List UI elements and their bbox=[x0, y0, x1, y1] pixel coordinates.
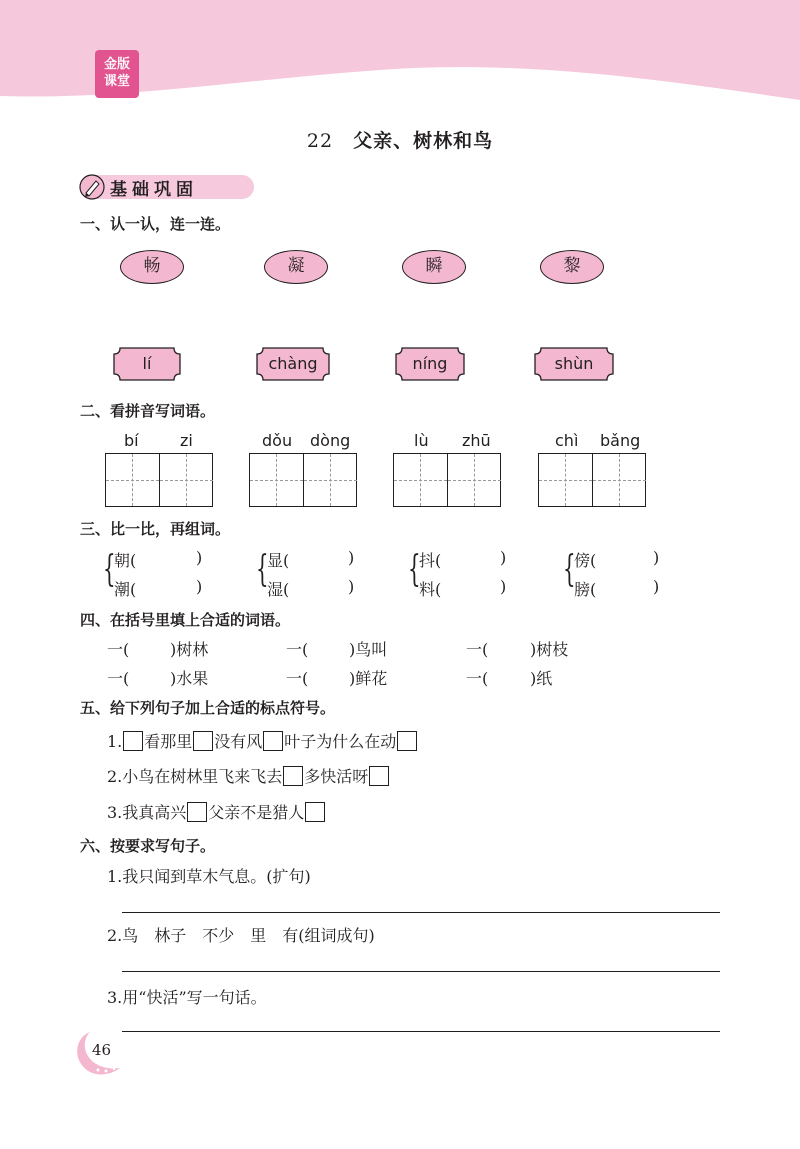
punctuation-box[interactable] bbox=[193, 731, 213, 751]
grid-cell[interactable] bbox=[250, 454, 304, 506]
sentence-3: 3.我真高兴 父亲不是猎人 bbox=[107, 800, 326, 824]
measure-word-noun: )鸟叫 bbox=[349, 640, 388, 659]
section-label: 基础巩固 bbox=[110, 180, 198, 200]
close-paren: ) bbox=[196, 548, 203, 567]
measure-word-blank[interactable]: 一( bbox=[286, 669, 309, 688]
punctuation-box[interactable] bbox=[263, 731, 283, 751]
character-oval[interactable]: 畅 bbox=[120, 250, 184, 284]
pinyin-text: lí bbox=[142, 354, 152, 373]
close-paren: ) bbox=[500, 577, 507, 596]
grid-cell[interactable] bbox=[593, 454, 646, 506]
writing-grid[interactable] bbox=[393, 453, 501, 507]
q5-heading: 五、给下列句子加上合适的标点符号。 bbox=[80, 699, 336, 717]
brace-symbol: { bbox=[563, 549, 576, 590]
writing-grid[interactable] bbox=[538, 453, 646, 507]
pinyin-tag[interactable] bbox=[256, 347, 330, 381]
grid-cell[interactable] bbox=[304, 454, 357, 506]
writing-prompt: 1.我只闻到草木气息。(扩句) bbox=[107, 867, 311, 886]
q1-heading: 一、认一认，连一连。 bbox=[80, 215, 231, 233]
measure-word-noun: )树枝 bbox=[530, 640, 569, 659]
pencil-icon bbox=[78, 173, 108, 201]
close-paren: ) bbox=[500, 548, 507, 567]
pinyin-syllable: bǎng bbox=[600, 431, 641, 450]
punctuation-box[interactable] bbox=[283, 766, 303, 786]
pinyin-tag[interactable] bbox=[395, 347, 465, 381]
measure-word-blank[interactable]: 一( bbox=[466, 640, 489, 659]
measure-word-blank[interactable]: 一( bbox=[107, 669, 130, 688]
pinyin-syllable: lù bbox=[414, 431, 429, 450]
punctuation-box[interactable] bbox=[123, 731, 143, 751]
close-paren: ) bbox=[196, 577, 203, 596]
grid-cell[interactable] bbox=[106, 454, 160, 506]
measure-word-blank[interactable]: 一( bbox=[466, 669, 489, 688]
character-oval[interactable]: 瞬 bbox=[402, 250, 466, 284]
punctuation-box[interactable] bbox=[369, 766, 389, 786]
writing-prompt: 2.鸟 林子 不少 里 有(组词成句) bbox=[107, 926, 375, 945]
pinyin-syllable: dòng bbox=[310, 431, 351, 450]
writing-grid[interactable] bbox=[249, 453, 357, 507]
q2-heading: 二、看拼音写词语。 bbox=[80, 402, 216, 420]
word-pair-bottom: 潮( bbox=[114, 580, 137, 599]
close-paren: ) bbox=[348, 548, 355, 567]
pinyin-text: níng bbox=[412, 354, 448, 373]
punctuation-box[interactable] bbox=[305, 802, 325, 822]
pinyin-tag[interactable] bbox=[534, 347, 614, 381]
word-pair-top: 显( bbox=[267, 551, 290, 570]
pinyin-syllable: bí bbox=[124, 431, 139, 450]
brace-symbol: { bbox=[256, 549, 269, 590]
brace-symbol: { bbox=[103, 549, 116, 590]
punctuation-box[interactable] bbox=[397, 731, 417, 751]
grid-cell[interactable] bbox=[160, 454, 213, 506]
answer-line[interactable] bbox=[122, 912, 720, 913]
lesson-number: 22 bbox=[306, 130, 334, 152]
sentence-2: 2.小鸟在树林里飞来飞去 多快活呀 bbox=[107, 764, 390, 788]
measure-word-noun: )鲜花 bbox=[349, 669, 388, 688]
pinyin-syllable: zhū bbox=[462, 431, 491, 450]
page-number: 46 bbox=[92, 1041, 112, 1059]
q6-heading: 六、按要求写句子。 bbox=[80, 837, 216, 855]
grid-cell[interactable] bbox=[448, 454, 501, 506]
pinyin-syllable: chì bbox=[555, 431, 579, 450]
brace-symbol: { bbox=[408, 549, 421, 590]
lesson-title bbox=[0, 126, 800, 153]
sentence-1: 1. 看那里 没有风 叶子为什么在动 bbox=[107, 729, 418, 753]
character-oval[interactable]: 黎 bbox=[540, 250, 604, 284]
measure-word-blank[interactable]: 一( bbox=[286, 640, 309, 659]
grid-cell[interactable] bbox=[394, 454, 448, 506]
pinyin-syllable: dǒu bbox=[262, 431, 293, 450]
answer-line[interactable] bbox=[122, 971, 720, 972]
writing-grid[interactable] bbox=[105, 453, 213, 507]
pinyin-tag[interactable] bbox=[113, 347, 181, 381]
close-paren: ) bbox=[348, 577, 355, 596]
word-pair-top: 傍( bbox=[574, 551, 597, 570]
pinyin-text: chàng bbox=[268, 354, 318, 373]
word-pair-bottom: 膀( bbox=[574, 580, 597, 599]
word-pair-top: 抖( bbox=[419, 551, 442, 570]
measure-word-blank[interactable]: 一( bbox=[107, 640, 130, 659]
character-oval[interactable]: 凝 bbox=[264, 250, 328, 284]
punctuation-box[interactable] bbox=[187, 802, 207, 822]
writing-prompt: 3.用“快活”写一句话。 bbox=[107, 988, 267, 1007]
answer-line[interactable] bbox=[122, 1031, 720, 1032]
measure-word-noun: )水果 bbox=[170, 669, 209, 688]
q3-heading: 三、比一比，再组词。 bbox=[80, 520, 231, 538]
measure-word-noun: )树林 bbox=[170, 640, 209, 659]
publisher-logo: 金版 课堂 bbox=[95, 50, 139, 98]
close-paren: ) bbox=[653, 577, 660, 596]
lesson-title-text: 父亲、树林和鸟 bbox=[353, 130, 494, 152]
grid-cell[interactable] bbox=[539, 454, 593, 506]
measure-word-noun: )纸 bbox=[530, 669, 553, 688]
pinyin-syllable: zi bbox=[180, 431, 193, 450]
word-pair-top: 朝( bbox=[114, 551, 137, 570]
word-pair-bottom: 料( bbox=[419, 580, 442, 599]
q4-heading: 四、在括号里填上合适的词语。 bbox=[80, 611, 291, 629]
pinyin-text: shùn bbox=[554, 354, 594, 373]
word-pair-bottom: 湿( bbox=[267, 580, 290, 599]
close-paren: ) bbox=[653, 548, 660, 567]
